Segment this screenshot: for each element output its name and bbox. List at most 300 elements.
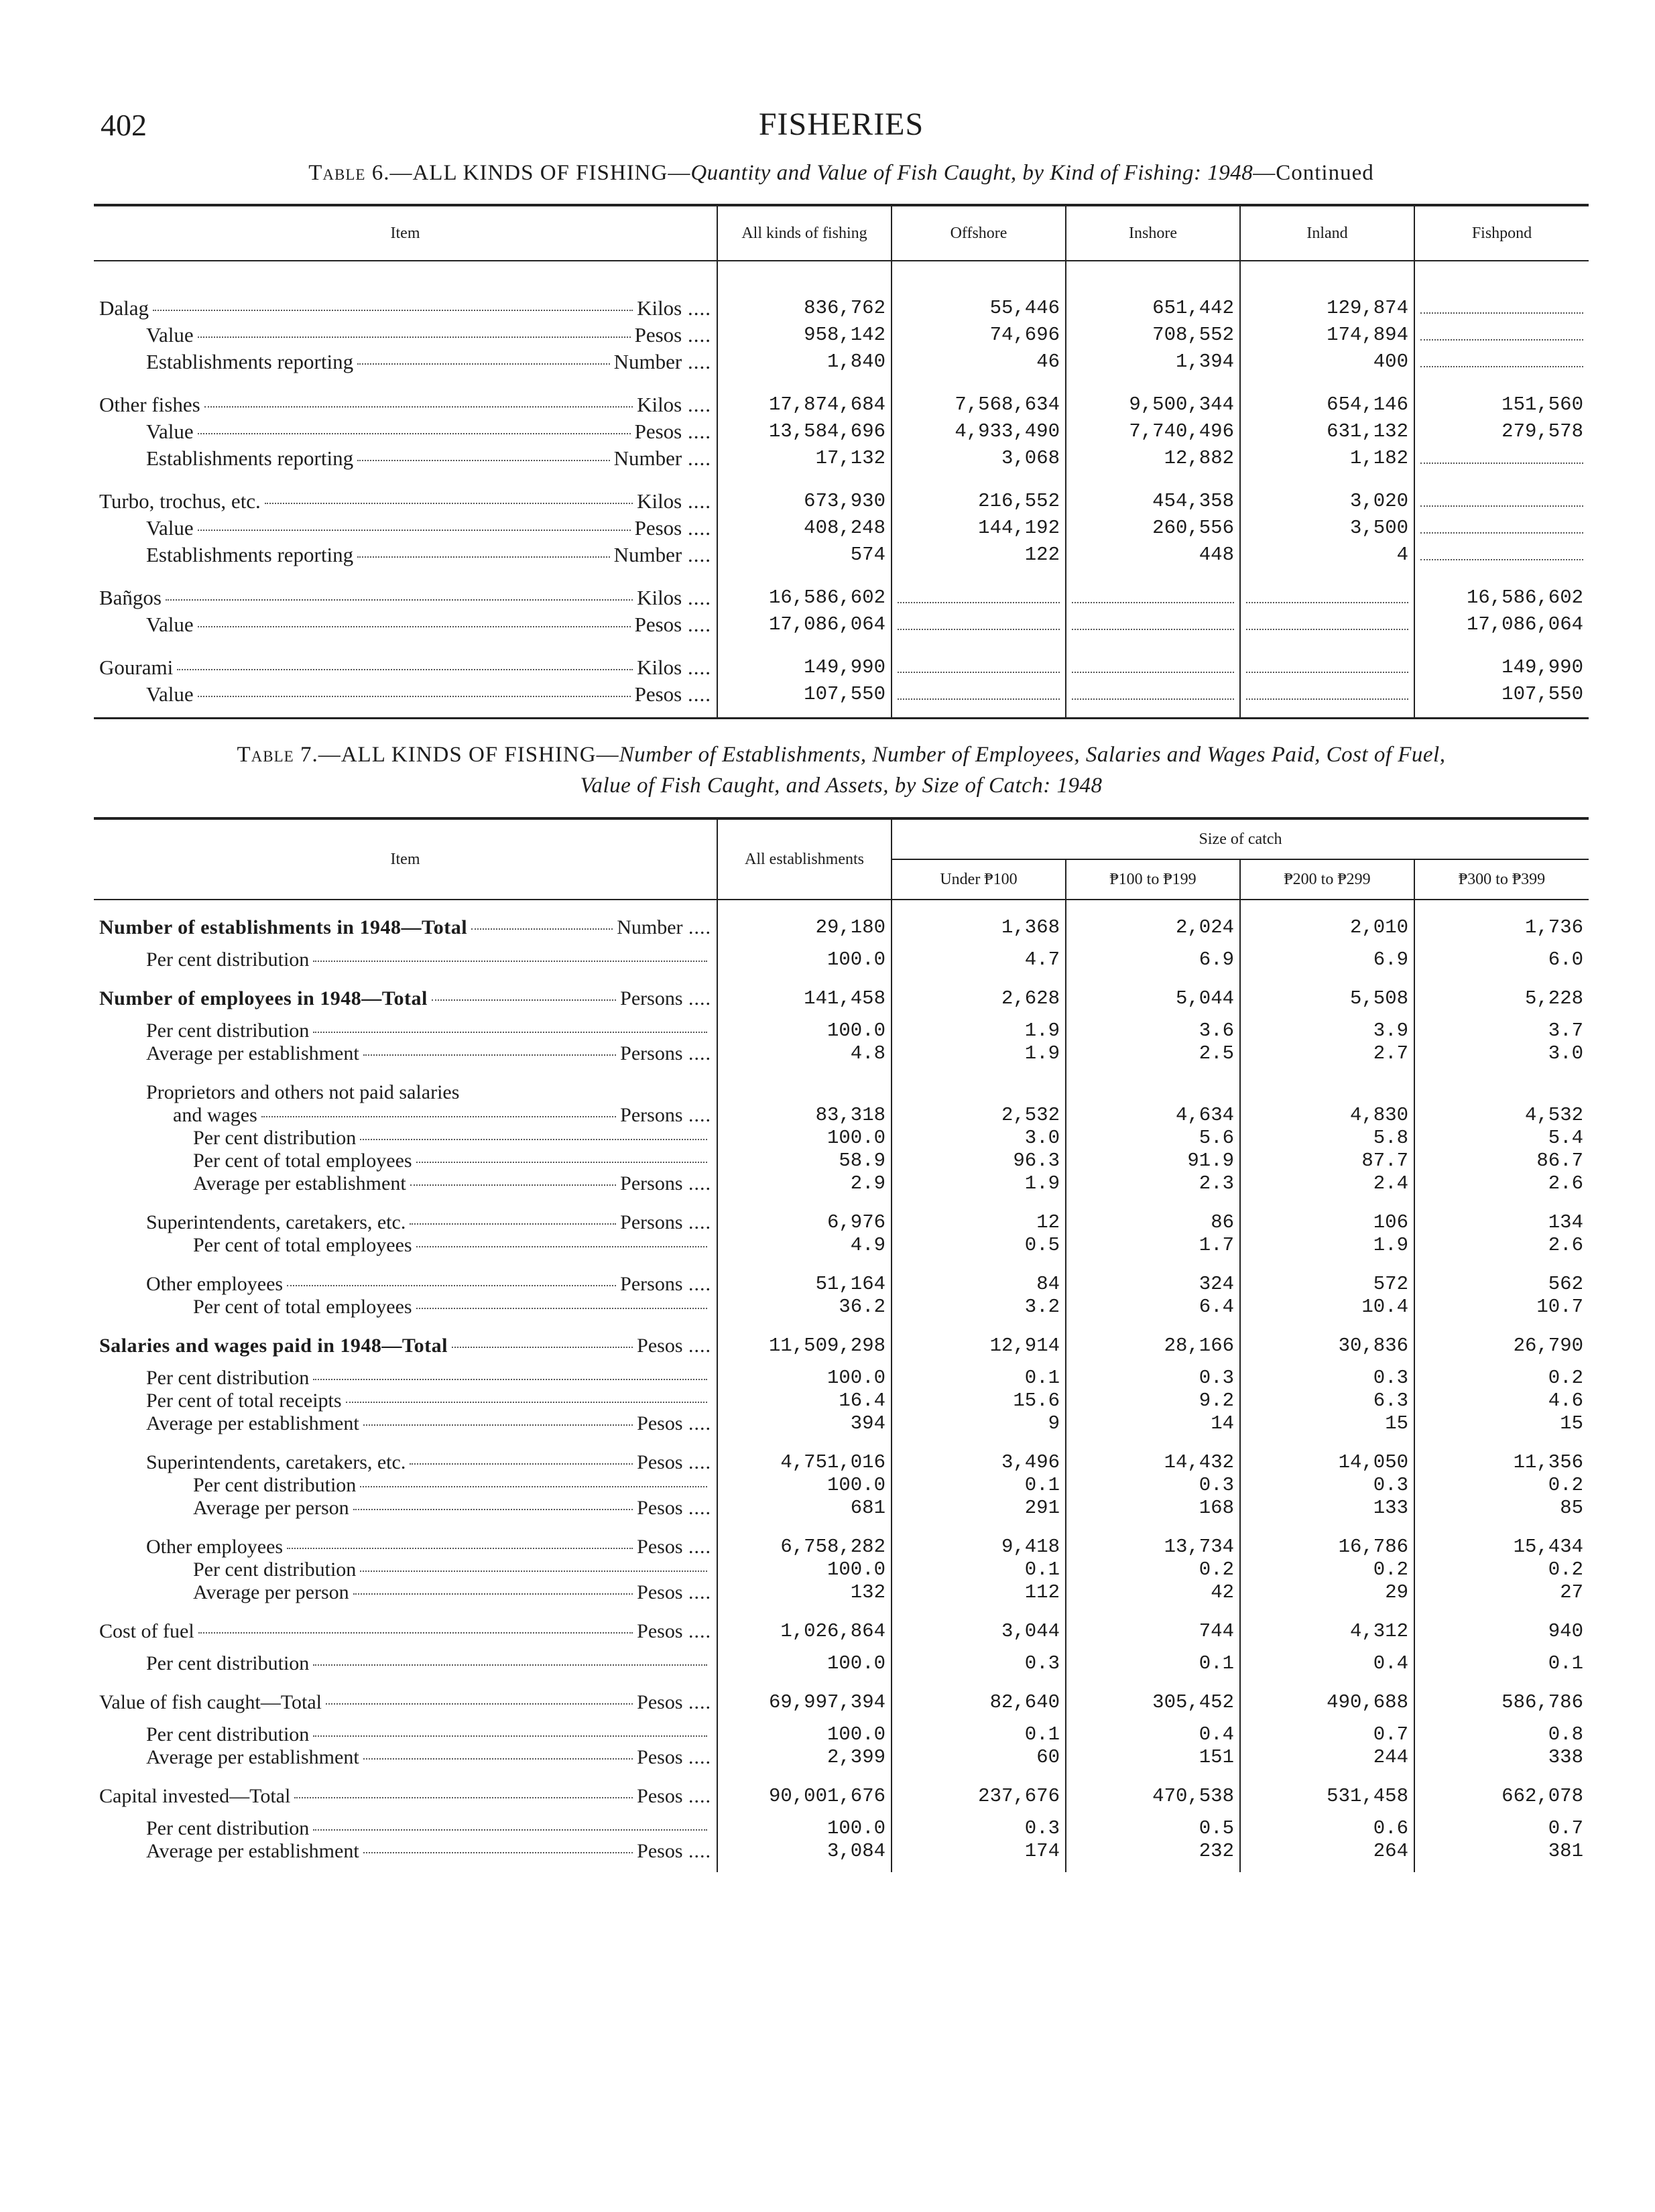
spacer-cell [94, 1808, 717, 1817]
spacer-cell [892, 1863, 1066, 1872]
value-cell: 9,500,344 [1066, 391, 1240, 418]
leader-dots [313, 1735, 707, 1737]
value-cell: 1,368 [892, 916, 1066, 939]
row-label [94, 1273, 717, 1296]
t7-header-size-3: ₱200 to ₱299 [1240, 859, 1414, 900]
table-row [94, 1081, 1589, 1104]
value-cell: 13,584,696 [717, 418, 892, 445]
row-label-text: Per cent distribution [193, 1474, 357, 1496]
spacer-cell [892, 1714, 1066, 1723]
spacer-cell [1414, 1065, 1589, 1081]
leader-dots [363, 1852, 633, 1853]
row-label-text: Per cent distribution [146, 1817, 310, 1839]
value-cell: 3.9 [1240, 1020, 1414, 1042]
spacer-cell [94, 1065, 717, 1081]
leader-dots [294, 1797, 633, 1798]
leader-dots [313, 1829, 707, 1831]
spacer-cell [1066, 1357, 1240, 1367]
row-label-line [146, 1042, 711, 1065]
row-label [94, 1723, 717, 1746]
spacer-cell [892, 472, 1066, 488]
value-cell: 631,132 [1240, 418, 1414, 445]
leader-dots [363, 1424, 633, 1426]
empty-cell-dots [898, 602, 1060, 603]
spacer-cell [1066, 1195, 1240, 1211]
table-row [94, 1581, 1589, 1604]
value-cell: 16,586,602 [1414, 585, 1589, 611]
value-cell [1066, 585, 1240, 611]
value-cell: 3,020 [1240, 488, 1414, 515]
row-label-line [146, 1390, 711, 1412]
value-cell: 470,538 [1066, 1785, 1240, 1808]
spacer-cell [892, 1643, 1066, 1652]
value-cell: 106 [1240, 1211, 1414, 1234]
leader-dots [360, 1571, 707, 1572]
table-row [94, 418, 1589, 445]
row-label [94, 1335, 717, 1357]
value-cell: 13,734 [1066, 1536, 1240, 1558]
row-label [94, 987, 717, 1010]
spacer-cell [94, 1318, 717, 1335]
value-cell: 87.7 [1240, 1150, 1414, 1172]
value-cell: 244 [1240, 1746, 1414, 1769]
spacer-cell [1066, 1808, 1240, 1817]
value-cell: 69,997,394 [717, 1691, 892, 1714]
value-cell: 96.3 [892, 1150, 1066, 1172]
value-cell: 3,084 [717, 1840, 892, 1863]
spacer-cell [1066, 1065, 1240, 1081]
spacer-cell [717, 900, 892, 916]
value-cell: 654,146 [1240, 391, 1414, 418]
spacer-cell [717, 472, 892, 488]
spacer-cell [94, 261, 717, 295]
spacer-cell [94, 1010, 717, 1020]
value-cell [1066, 681, 1240, 708]
row-label-text: Establishments reporting [146, 543, 354, 566]
spacer-cell [1066, 939, 1240, 948]
row-label [94, 349, 717, 375]
spacer-cell [94, 1769, 717, 1785]
row-unit: Kilos .... [637, 295, 711, 322]
row-unit: Pesos .... [635, 418, 711, 445]
row-label-line [99, 391, 711, 418]
value-cell: 0.3 [892, 1817, 1066, 1840]
value-cell: 4,634 [1066, 1104, 1240, 1127]
empty-cell-dots [898, 698, 1060, 700]
value-cell: 0.1 [892, 1367, 1066, 1390]
row-unit: Number .... [614, 349, 711, 375]
empty-cell-dots [898, 672, 1060, 673]
spacer-cell [94, 472, 717, 488]
leader-dots [313, 1032, 707, 1033]
spacer-cell [1066, 1604, 1240, 1620]
spacer-cell [1240, 939, 1414, 948]
table-row [94, 1296, 1589, 1318]
spacer-cell [1414, 1643, 1589, 1652]
empty-cell-dots [1246, 698, 1408, 700]
table-row [94, 1785, 1589, 1808]
spacer-row [94, 1435, 1589, 1451]
value-cell: 85 [1414, 1497, 1589, 1520]
table-row [94, 1691, 1589, 1714]
row-label-text: Per cent distribution [146, 1652, 310, 1674]
value-cell [1414, 295, 1589, 322]
row-label-line [193, 1127, 711, 1150]
value-cell: 0.3 [1066, 1367, 1240, 1390]
value-cell: 3,068 [892, 445, 1066, 472]
empty-cell-dots [1072, 602, 1234, 603]
value-cell: 100.0 [717, 1127, 892, 1150]
row-label [94, 1536, 717, 1558]
spacer-cell [1414, 1318, 1589, 1335]
row-unit: Kilos .... [637, 488, 711, 515]
value-cell: 0.1 [892, 1723, 1066, 1746]
row-label [94, 418, 717, 445]
row-label-line [99, 1785, 711, 1808]
value-cell: 1,026,864 [717, 1620, 892, 1643]
value-cell [1414, 542, 1589, 568]
table6-label: Table 6. [308, 161, 390, 185]
spacer-cell [94, 638, 717, 654]
empty-cell-dots [1420, 366, 1583, 367]
value-cell [1414, 322, 1589, 349]
row-label [94, 948, 717, 971]
row-unit: Persons .... [620, 1211, 711, 1234]
value-cell: 1.9 [1240, 1234, 1414, 1257]
spacer-cell [1414, 1257, 1589, 1273]
spacer-cell [1066, 1010, 1240, 1020]
spacer-cell [1066, 1675, 1240, 1691]
table7 [94, 817, 1589, 1872]
value-cell: 15 [1240, 1412, 1414, 1435]
row-label-text: and wages [173, 1104, 257, 1126]
spacer-cell [717, 1435, 892, 1451]
row-label-text: Average per person [193, 1497, 349, 1519]
page-number: 402 [101, 108, 147, 142]
spacer-cell [1240, 1318, 1414, 1335]
row-unit: Persons .... [620, 1273, 711, 1296]
row-label-text: Per cent of total receipts [146, 1390, 342, 1412]
value-cell: 15,434 [1414, 1536, 1589, 1558]
spacer-cell [892, 375, 1066, 391]
leader-dots [357, 556, 610, 558]
value-cell: 0.3 [1240, 1474, 1414, 1497]
spacer-cell [94, 1604, 717, 1620]
row-unit: Pesos .... [635, 515, 711, 542]
spacer-cell [717, 1520, 892, 1536]
value-cell: 36.2 [717, 1296, 892, 1318]
value-cell: 7,740,496 [1066, 418, 1240, 445]
value-cell: 2.7 [1240, 1042, 1414, 1065]
row-unit: Pesos .... [635, 611, 711, 638]
spacer-cell [892, 1435, 1066, 1451]
value-cell: 7,568,634 [892, 391, 1066, 418]
row-label-line [146, 1211, 711, 1234]
table-row [94, 1474, 1589, 1497]
empty-cell-dots [1420, 339, 1583, 341]
value-cell: 5.8 [1240, 1127, 1414, 1150]
spacer-cell [892, 1195, 1066, 1211]
row-unit: Number .... [614, 542, 711, 568]
spacer-cell [1066, 1435, 1240, 1451]
table-row [94, 1536, 1589, 1558]
table-row [94, 1104, 1589, 1127]
row-label-text: Average per establishment [146, 1840, 359, 1862]
table-row [94, 681, 1589, 708]
row-unit: Pesos .... [637, 1451, 711, 1474]
table-row [94, 916, 1589, 939]
row-label-line [146, 418, 711, 445]
table-row [94, 948, 1589, 971]
value-cell: 1.7 [1066, 1234, 1240, 1257]
spacer-cell [1066, 1318, 1240, 1335]
spacer-cell [717, 1675, 892, 1691]
row-label [94, 1127, 717, 1150]
row-label [94, 1150, 717, 1172]
empty-cell-dots [1420, 463, 1583, 464]
row-label [94, 611, 717, 638]
value-cell: 2,010 [1240, 916, 1414, 939]
value-cell [1240, 654, 1414, 681]
value-cell: 260,556 [1066, 515, 1240, 542]
table-row [94, 585, 1589, 611]
spacer-cell [1240, 1643, 1414, 1652]
value-cell: 86 [1066, 1211, 1240, 1234]
value-cell: 744 [1066, 1620, 1240, 1643]
spacer-row [94, 1257, 1589, 1273]
value-cell: 0.5 [1066, 1817, 1240, 1840]
spacer-cell [1240, 1065, 1414, 1081]
row-label-text: Gourami [99, 656, 174, 679]
row-label-line [193, 1234, 711, 1257]
value-cell: 3.6 [1066, 1020, 1240, 1042]
value-cell: 12,914 [892, 1335, 1066, 1357]
value-cell: 408,248 [717, 515, 892, 542]
value-cell: 394 [717, 1412, 892, 1435]
value-cell: 237,676 [892, 1785, 1066, 1808]
spacer-row [94, 261, 1589, 295]
spacer-row [94, 1357, 1589, 1367]
row-label-line [193, 1172, 711, 1195]
value-cell: 129,874 [1240, 295, 1414, 322]
spacer-cell [1240, 1010, 1414, 1020]
row-unit: Pesos .... [637, 1581, 711, 1604]
spacer-cell [1066, 638, 1240, 654]
value-cell [717, 1081, 892, 1104]
value-cell: 572 [1240, 1273, 1414, 1296]
spacer-cell [94, 1357, 717, 1367]
empty-cell-dots [1072, 698, 1234, 700]
value-cell: 17,132 [717, 445, 892, 472]
value-cell: 2.3 [1066, 1172, 1240, 1195]
spacer-cell [1066, 261, 1240, 295]
value-cell: 0.2 [1414, 1367, 1589, 1390]
row-label [94, 1234, 717, 1257]
leader-dots [357, 363, 610, 365]
table-row [94, 987, 1589, 1010]
spacer-cell [1414, 939, 1589, 948]
row-label [94, 916, 717, 939]
value-cell: 16,786 [1240, 1536, 1414, 1558]
row-label-line [193, 1296, 711, 1318]
row-label-text: Per cent distribution [193, 1127, 357, 1149]
value-cell: 151,560 [1414, 391, 1589, 418]
value-cell: 708,552 [1066, 322, 1240, 349]
spacer-cell [1240, 1357, 1414, 1367]
table-row [94, 611, 1589, 638]
leader-dots [471, 928, 613, 930]
spacer-cell [892, 1769, 1066, 1785]
row-label-line [146, 1412, 711, 1435]
value-cell: 1,840 [717, 349, 892, 375]
running-header [94, 101, 1589, 154]
leader-dots [177, 669, 633, 670]
value-cell: 2.9 [717, 1172, 892, 1195]
value-cell: 0.1 [1066, 1652, 1240, 1675]
leader-dots [313, 1664, 707, 1666]
spacer-cell [1240, 1195, 1414, 1211]
value-cell: 6.9 [1240, 948, 1414, 971]
row-unit: Pesos .... [635, 681, 711, 708]
value-cell: 4.9 [717, 1234, 892, 1257]
empty-cell-dots [1420, 559, 1583, 560]
row-label-text: Average per person [193, 1581, 349, 1603]
value-cell: 673,930 [717, 488, 892, 515]
value-cell: 1.9 [892, 1172, 1066, 1195]
value-cell: 9.2 [1066, 1390, 1240, 1412]
leader-dots [198, 626, 631, 627]
value-cell: 3,496 [892, 1451, 1066, 1474]
table-row [94, 1273, 1589, 1296]
table-row [94, 654, 1589, 681]
value-cell: 17,086,064 [717, 611, 892, 638]
row-label [94, 1817, 717, 1840]
row-unit: Pesos .... [637, 1785, 711, 1808]
row-label-text: Per cent of total employees [193, 1296, 412, 1318]
table-row [94, 1620, 1589, 1643]
value-cell: 5.6 [1066, 1127, 1240, 1150]
row-label-line [146, 1536, 711, 1558]
value-cell: 2,628 [892, 987, 1066, 1010]
spacer-row [94, 1604, 1589, 1620]
value-cell: 107,550 [717, 681, 892, 708]
value-cell: 122 [892, 542, 1066, 568]
leader-dots [410, 1463, 633, 1465]
spacer-row [94, 375, 1589, 391]
spacer-cell [892, 1675, 1066, 1691]
value-cell: 15 [1414, 1412, 1589, 1435]
empty-cell-dots [1420, 505, 1583, 507]
value-cell: 531,458 [1240, 1785, 1414, 1808]
row-label [94, 1412, 717, 1435]
value-cell [892, 654, 1066, 681]
row-label-line [99, 488, 711, 515]
row-unit: Pesos .... [637, 1335, 711, 1357]
row-label [94, 1042, 717, 1065]
value-cell: 1.9 [892, 1020, 1066, 1042]
spacer-cell [1414, 375, 1589, 391]
spacer-row [94, 568, 1589, 585]
value-cell: 2,024 [1066, 916, 1240, 939]
table7-label: Table 7. [237, 743, 318, 767]
spacer-row [94, 1808, 1589, 1817]
value-cell: 100.0 [717, 948, 892, 971]
value-cell: 149,990 [717, 654, 892, 681]
leader-dots [287, 1548, 633, 1549]
leader-dots [416, 1246, 707, 1247]
spacer-cell [1414, 1195, 1589, 1211]
row-label-text: Other employees [146, 1536, 284, 1558]
spacer-cell [717, 1010, 892, 1020]
leader-dots [198, 530, 631, 531]
table6-body [94, 261, 1589, 719]
value-cell: 574 [717, 542, 892, 568]
value-cell: 9 [892, 1412, 1066, 1435]
spacer-row [94, 971, 1589, 987]
row-label-text: Average per establishment [146, 1042, 359, 1064]
leader-dots [410, 1184, 617, 1186]
row-label [94, 295, 717, 322]
value-cell: 134 [1414, 1211, 1589, 1234]
spacer-row [94, 1863, 1589, 1872]
row-unit: Pesos .... [637, 1691, 711, 1714]
value-cell [1414, 349, 1589, 375]
leader-dots [363, 1054, 617, 1056]
spacer-cell [1414, 900, 1589, 916]
leader-dots [360, 1139, 707, 1140]
value-cell: 149,990 [1414, 654, 1589, 681]
row-unit: Kilos .... [637, 654, 711, 681]
table6-continued: —Continued [1253, 161, 1374, 185]
spacer-cell [1240, 1769, 1414, 1785]
table-row [94, 488, 1589, 515]
row-label-line [99, 585, 711, 611]
row-unit: Pesos .... [637, 1746, 711, 1769]
value-cell: 4,312 [1240, 1620, 1414, 1643]
spacer-row [94, 939, 1589, 948]
table-row [94, 1451, 1589, 1474]
row-label-text: Cost of fuel [99, 1620, 194, 1642]
leader-dots [153, 310, 633, 311]
value-cell: 82,640 [892, 1691, 1066, 1714]
value-cell: 324 [1066, 1273, 1240, 1296]
row-unit: Number .... [614, 445, 711, 472]
value-cell: 681 [717, 1497, 892, 1520]
table6-caption [94, 158, 1589, 188]
table-row [94, 1497, 1589, 1520]
value-cell: 4,830 [1240, 1104, 1414, 1127]
value-cell [1414, 1081, 1589, 1104]
value-cell: 100.0 [717, 1817, 892, 1840]
value-cell: 0.3 [1240, 1367, 1414, 1390]
value-cell: 2.6 [1414, 1172, 1589, 1195]
value-cell [1240, 1081, 1414, 1104]
value-cell: 84 [892, 1273, 1066, 1296]
value-cell: 17,874,684 [717, 391, 892, 418]
row-label-line [146, 1367, 711, 1390]
row-label [94, 1104, 717, 1127]
spacer-cell [94, 939, 717, 948]
row-label-text: Superintendents, caretakers, etc. [146, 1451, 406, 1473]
row-unit: Persons .... [620, 1042, 711, 1065]
spacer-cell [892, 1604, 1066, 1620]
value-cell: 291 [892, 1497, 1066, 1520]
value-cell: 6.3 [1240, 1390, 1414, 1412]
value-cell: 4.6 [1414, 1390, 1589, 1412]
value-cell: 0.4 [1066, 1723, 1240, 1746]
value-cell: 151 [1066, 1746, 1240, 1769]
spacer-cell [717, 1714, 892, 1723]
